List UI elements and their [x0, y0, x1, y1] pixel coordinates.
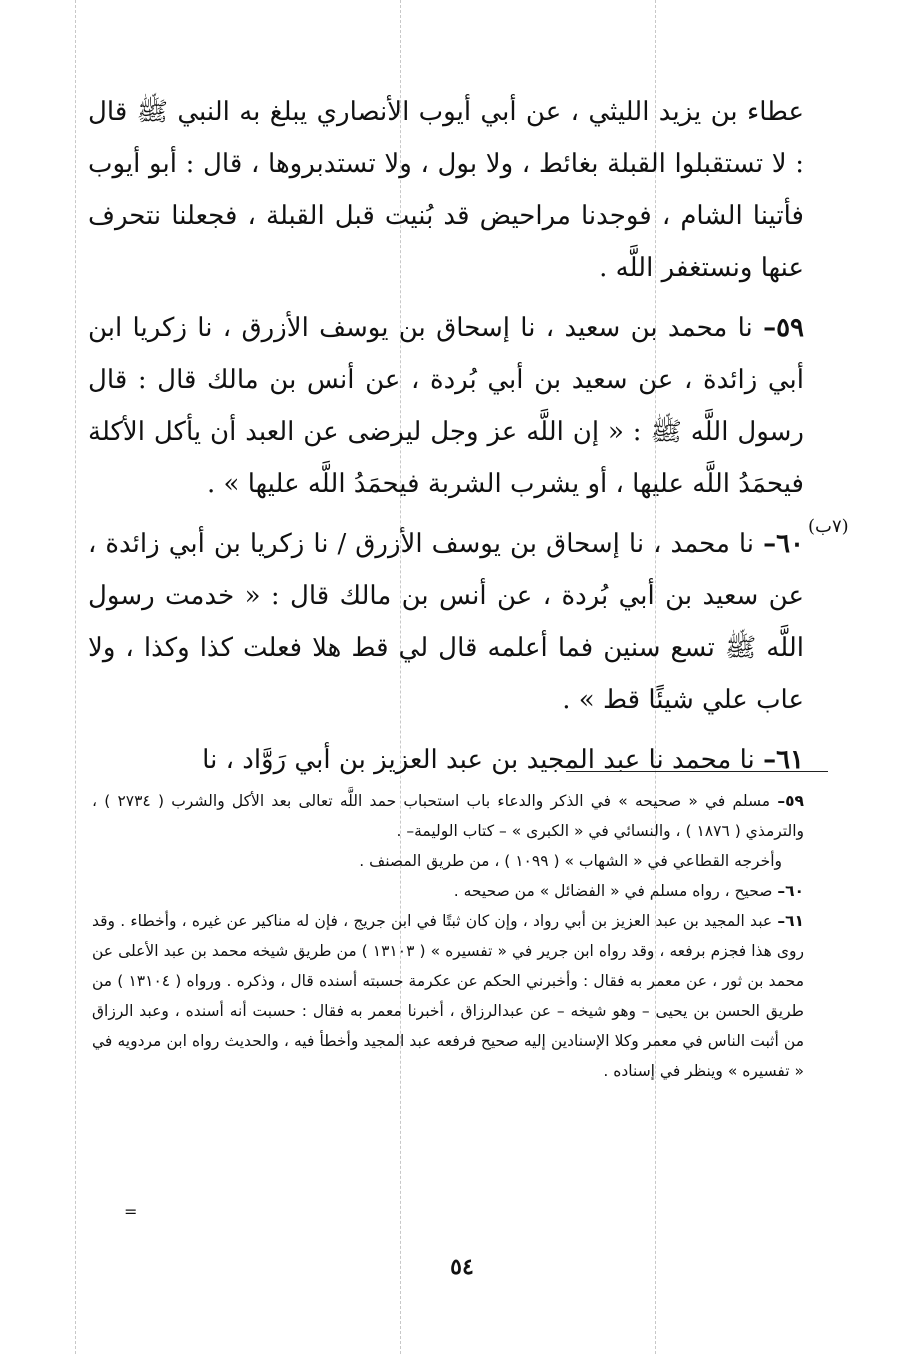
paragraph-text: نا محمد نا عبد المجيد بن عبد العزيز بن أبي رَوَّاد ، نا: [202, 745, 755, 775]
continuation-mark: =: [124, 1202, 138, 1221]
paragraph-text: نا محمد ، نا إسحاق بن يوسف الأزرق / نا زكريا بن أبي زائدة ، عن سعيد بن أبي بُردة ، عن أنس بن مالك قال : « خدمت رسول اللَّه ﷺ تسع سنين فما أعلمه قال لي قط هلا فعلت كذا وكذا ، ولا عاب علي شيئًا قط » .: [88, 529, 804, 715]
footnote-number: ٦٠–: [777, 882, 804, 900]
hadith-number: ٥٩–: [763, 313, 805, 343]
footnote-text: وأخرجه القطاعي في « الشهاب » ( ١٠٩٩ ) ، من طريق المصنف .: [359, 852, 782, 870]
footnote-text: عبد المجيد بن عبد العزيز بن أبي رواد ، وإن كان ثبتًا في ابن جريج ، فإن له مناكير عن غيره ، وأخطاء . وقد روى هذا فجزم برفعه ، وقد رواه ابن جرير في « تفسيره » ( ١٣١٠٣ ) من طريق شيخه محمد بن عبد الأعلى عن محمد بن ثور ، عن معمر به فقال : وأخبرني الحكم عن عكرمة حسبته أسنده قال ، وذكره . ورواه ( ١٣١٠٤ ) من طريق الحسن بن يحيى – وهو شيخه – عن عبدالرزاق ، أخبرنا معمر به فقال : حسبت أنه أسنده ، وعبد الرزاق من أثبت الناس في معمر وكلا الإسنادين إليه صحيح فرفعه عبد المجيد وأخطأ فيه ، والحديث رواه ابن مردويه في « تفسيره » وينظر في إسناده .: [92, 912, 804, 1080]
hadith-number: ٦١–: [763, 745, 804, 775]
footnote-59-line: [92, 846, 804, 876]
paragraph-58-end: [88, 86, 804, 294]
paragraph-61: [88, 734, 804, 786]
footnote-number: ٦١–: [777, 912, 804, 930]
scan-edge-line: [75, 0, 76, 1354]
paragraph-text: عطاء بن يزيد الليثي ، عن أبي أيوب الأنصاري يبلغ به النبي ﷺ قال : لا تستقبلوا القبلة بغائط ، ولا بول ، ولا تستدبروها ، قال : أبو أيوب فأتينا الشام ، فوجدنا مراحيض قد بُنيت قبل القبلة ، فجعلنا نتحرف عنها ونستغفر اللَّه .: [88, 97, 804, 283]
footnote-number: ٥٩–: [777, 792, 804, 810]
paragraph-60: [88, 518, 804, 726]
paragraph-text: نا محمد بن سعيد ، نا إسحاق بن يوسف الأزرق ، نا زكريا ابن أبي زائدة ، عن سعيد بن أبي بُردة ، عن أنس بن مالك قال : قال رسول اللَّه ﷺ : « إن اللَّه عز وجل ليرضى عن العبد أن يأكل الأكلة فيحمَدُ اللَّه عليها ، أو يشرب الشربة فيحمَدُ اللَّه عليها » .: [88, 313, 804, 499]
manuscript-folio-note: (٧ب): [808, 516, 849, 537]
footnote-60: [92, 876, 804, 906]
paragraph-59: [88, 302, 804, 510]
footnote-59: [92, 786, 804, 846]
footnotes: [92, 786, 804, 1086]
page-number: ٥٤: [450, 1254, 474, 1280]
footnote-text: صحيح ، رواه مسلم في « الفضائل » من صحيحه .: [453, 882, 773, 900]
hadith-number: ٦٠–: [763, 529, 804, 559]
footnote-61: [92, 906, 804, 1086]
main-text: [88, 86, 804, 794]
footnote-separator: [566, 771, 828, 772]
footnote-text: مسلم في « صحيحه » في الذكر والدعاء باب استحباب حمد اللَّه تعالى بعد الأكل والشرب ( ٢٧٣٤ ) ، والترمذي ( ١٨٧٦ ) ، والنسائي في « الكبرى » – كتاب الوليمة– .: [92, 792, 804, 840]
